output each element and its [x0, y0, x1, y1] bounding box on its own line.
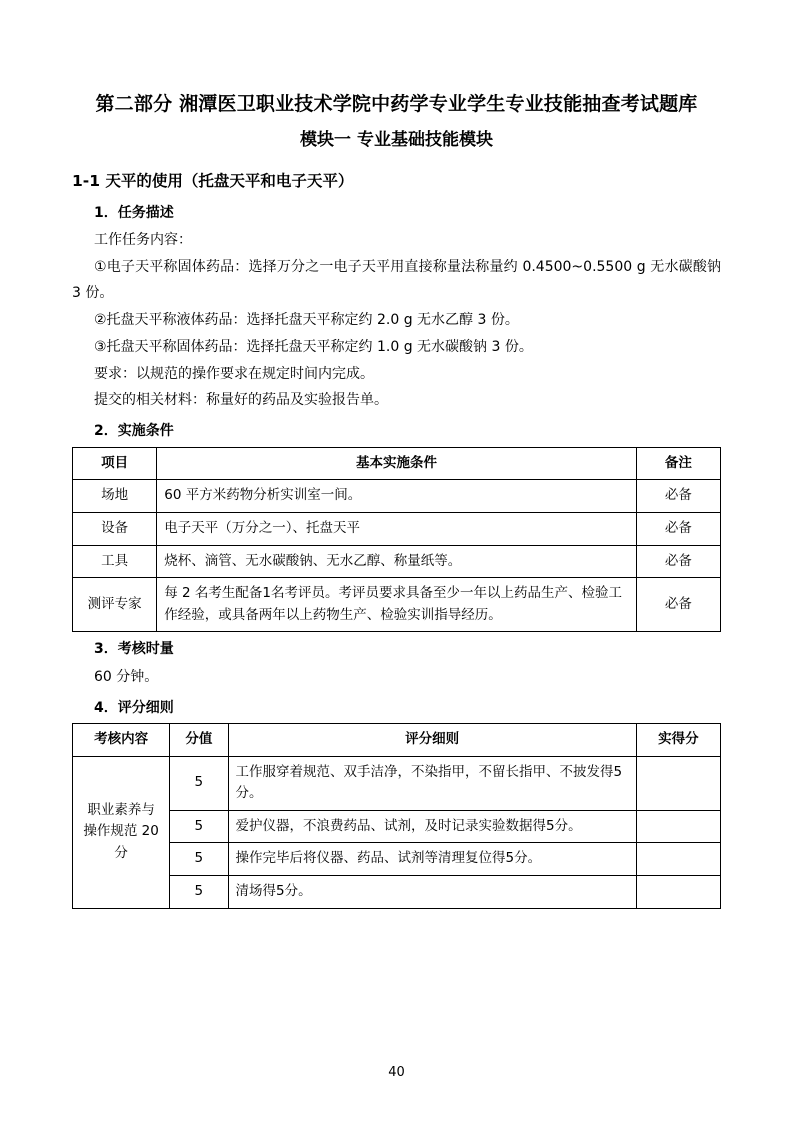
- column-header-detail: 评分细则: [228, 723, 636, 756]
- table-header-row: [73, 723, 721, 756]
- cell-detail: 操作完毕后将仪器、药品、试剂等清理复位得5分。: [228, 843, 636, 876]
- table-row: [73, 578, 721, 632]
- heading-duration: 3．考核时量: [94, 641, 174, 658]
- cell-remark: 必备: [636, 512, 720, 545]
- cell-score: 5: [170, 843, 228, 876]
- duration-text: 60 分钟。: [94, 668, 159, 685]
- cell-result: [636, 810, 720, 843]
- conditions-table: [72, 447, 721, 633]
- scoring-table: [72, 723, 721, 909]
- table-row: [73, 545, 721, 578]
- cell-result: [636, 875, 720, 908]
- table-row: [73, 875, 721, 908]
- column-header-result: 实得分: [636, 723, 720, 756]
- page-title: 第二部分 湘潭医卫职业技术学院中药学专业学生专业技能抽查考试题库: [95, 93, 698, 115]
- table-row: [73, 756, 721, 810]
- column-header-score: 分值: [170, 723, 228, 756]
- task-materials: 提交的相关材料：称量好的药品及实验报告单。: [94, 392, 388, 409]
- cell-item: 场地: [73, 480, 157, 513]
- page-number: 40: [388, 1065, 405, 1080]
- table-header-row: [73, 447, 721, 480]
- cell-remark: 必备: [636, 545, 720, 578]
- cell-score: 5: [170, 875, 228, 908]
- cell-result: [636, 843, 720, 876]
- cell-score: 5: [170, 810, 228, 843]
- cell-item: 测评专家: [73, 578, 157, 632]
- section-heading: 1-1 天平的使用（托盘天平和电子天平）: [72, 171, 354, 190]
- table-row: [73, 843, 721, 876]
- table-row: [73, 512, 721, 545]
- heading-task-description: 1．任务描述: [94, 204, 174, 221]
- module-subtitle: 模块一 专业基础技能模块: [300, 130, 493, 151]
- task-requirement: 要求：以规范的操作要求在规定时间内完成。: [94, 365, 374, 382]
- task-item-2: ②托盘天平称液体药品：选择托盘天平称定约 2.0 g 无水乙醇 3 份。: [94, 311, 519, 328]
- heading-scoring: 4．评分细则: [94, 699, 174, 716]
- cell-item: 工具: [73, 545, 157, 578]
- cell-remark: 必备: [636, 480, 720, 513]
- task-item-1: ①电子天平称固体药品：选择万分之一电子天平用直接称量法称量约 0.4500~0.5500 g 无水碳酸钠 3 份。: [72, 259, 721, 301]
- cell-remark: 必备: [636, 578, 720, 632]
- cell-item: 设备: [73, 512, 157, 545]
- cell-condition: 电子天平（万分之一）、托盘天平: [157, 512, 637, 545]
- cell-condition: 每 2 名考生配备1名考评员。考评员要求具备至少一年以上药品生产、检验工作经验，或具备两年以上药物生产、检验实训指导经历。: [157, 578, 637, 632]
- heading-conditions: 2．实施条件: [94, 423, 174, 440]
- cell-detail: 清场得5分。: [228, 875, 636, 908]
- table-row: [73, 810, 721, 843]
- cell-group-label: 职业素养与 操作规范 20 分: [73, 756, 170, 908]
- cell-condition: 60 平方米药物分析实训室一间。: [157, 480, 637, 513]
- task-intro: 工作任务内容：: [94, 232, 192, 249]
- cell-condition: 烧杯、滴管、无水碳酸钠、无水乙醇、称量纸等。: [157, 545, 637, 578]
- column-header-condition: 基本实施条件: [157, 447, 637, 480]
- cell-score: 5: [170, 756, 228, 810]
- column-header-item: 项目: [73, 447, 157, 480]
- cell-result: [636, 756, 720, 810]
- column-header-remark: 备注: [636, 447, 720, 480]
- task-item-3: ③托盘天平称固体药品：选择托盘天平称定约 1.0 g 无水碳酸钠 3 份。: [94, 338, 533, 355]
- cell-detail: 爱护仪器，不浪费药品、试剂，及时记录实验数据得5分。: [228, 810, 636, 843]
- column-header-content: 考核内容: [73, 723, 170, 756]
- cell-detail: 工作服穿着规范、双手洁净，不染指甲，不留长指甲、不披发得5分。: [228, 756, 636, 810]
- table-row: [73, 480, 721, 513]
